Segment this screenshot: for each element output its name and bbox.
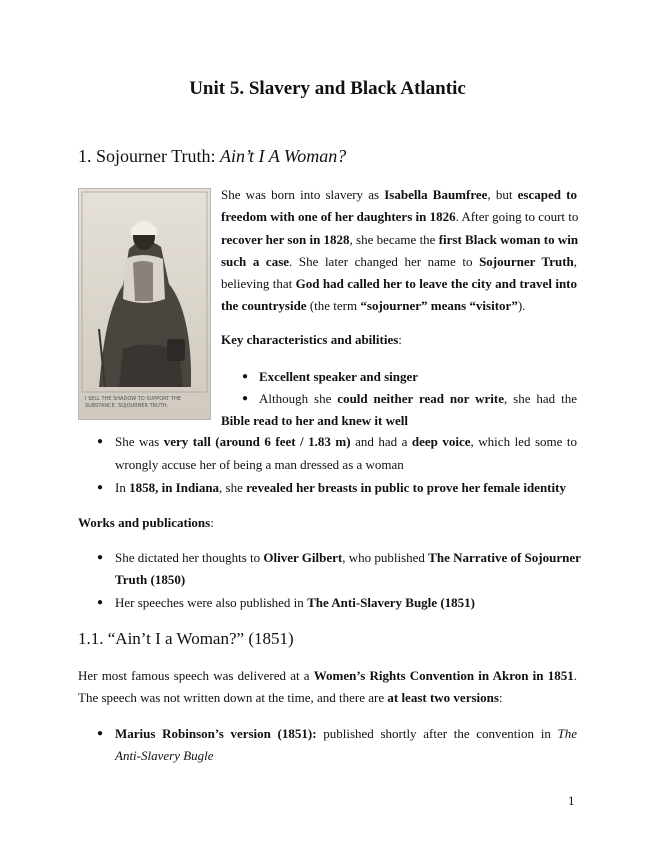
bio-line-5: believing that God had called her to leave the city and travel into <box>221 276 577 291</box>
bio-line-2: freedom with one of her daughters in 1826. After going to court to <box>221 209 579 224</box>
portrait-photo <box>78 188 211 420</box>
section-heading <box>78 145 346 167</box>
section-title-italic: Ain’t I A Woman? <box>220 146 347 166</box>
bio-line-4: such a case. She later changed her name to Sojourner Truth, <box>221 254 578 269</box>
page-number: 1 <box>568 793 575 808</box>
bullet-icon: ● <box>97 728 104 739</box>
section-number: 1. Sojourner Truth: <box>78 146 221 166</box>
key-bullet-2-cont: Bible read to her and knew it well <box>221 413 408 428</box>
bullet-icon: ● <box>97 436 104 447</box>
document-title: Unit 5. Slavery and Black Atlantic <box>189 78 466 99</box>
key-bullet-3: She was very tall (around 6 feet / 1.83 m) and had a deep voice, which led some to <box>115 434 577 449</box>
bio-line-1: She was born into slavery as Isabella Baumfree, but escaped to <box>221 187 577 202</box>
bullet-icon: ● <box>97 552 104 563</box>
subsection-heading: 1.1. “Ain’t I a Woman?” (1851) <box>78 629 294 648</box>
bullet-icon: ● <box>97 597 104 608</box>
version-bullet-1: Marius Robinson’s version (1851): published shortly after the convention in The <box>115 726 577 741</box>
works-bullet-2: Her speeches were also published in The Anti-Slavery Bugle (1851) <box>115 595 475 610</box>
key-bullet-3-cont: wrongly accuse her of being a man dressed as a woman <box>115 457 404 472</box>
bio-line-6: the countryside (the term “sojourner” means “visitor”). <box>221 298 526 313</box>
key-bullet-4: In 1858, in Indiana, she revealed her breasts in public to prove her female identity <box>115 480 566 495</box>
portrait-illustration <box>79 189 210 419</box>
works-bullet-1: She dictated her thoughts to Oliver Gilbert, who published The Narrative of Sojourner <box>115 550 581 565</box>
version-bullet-1-cont: Anti-Slavery Bugle <box>115 748 214 763</box>
works-label: Works and publications: <box>78 515 214 530</box>
key-characteristics-label: Key characteristics and abilities: <box>221 332 402 347</box>
bullet-icon: ● <box>242 371 249 382</box>
key-bullet-2: Although she could neither read nor write, she had the <box>259 391 577 406</box>
speech-paragraph-line-1: Her most famous speech was delivered at a Women’s Rights Convention in Akron in 1851. <box>78 668 577 683</box>
works-bullet-1-cont: Truth (1850) <box>115 572 186 587</box>
bullet-icon: ● <box>97 482 104 493</box>
photo-caption: I SELL THE SHADOW TO SUPPORT THE SUBSTANCE. SOJOURNER TRUTH. <box>85 396 181 409</box>
bio-line-3: recover her son in 1828, she became the first Black woman to win <box>221 232 579 247</box>
key-bullet-1: Excellent speaker and singer <box>259 369 419 384</box>
speech-paragraph-line-2: The speech was not written down at the time, and there are at least two versions: <box>78 690 503 705</box>
bullet-icon: ● <box>242 393 249 404</box>
